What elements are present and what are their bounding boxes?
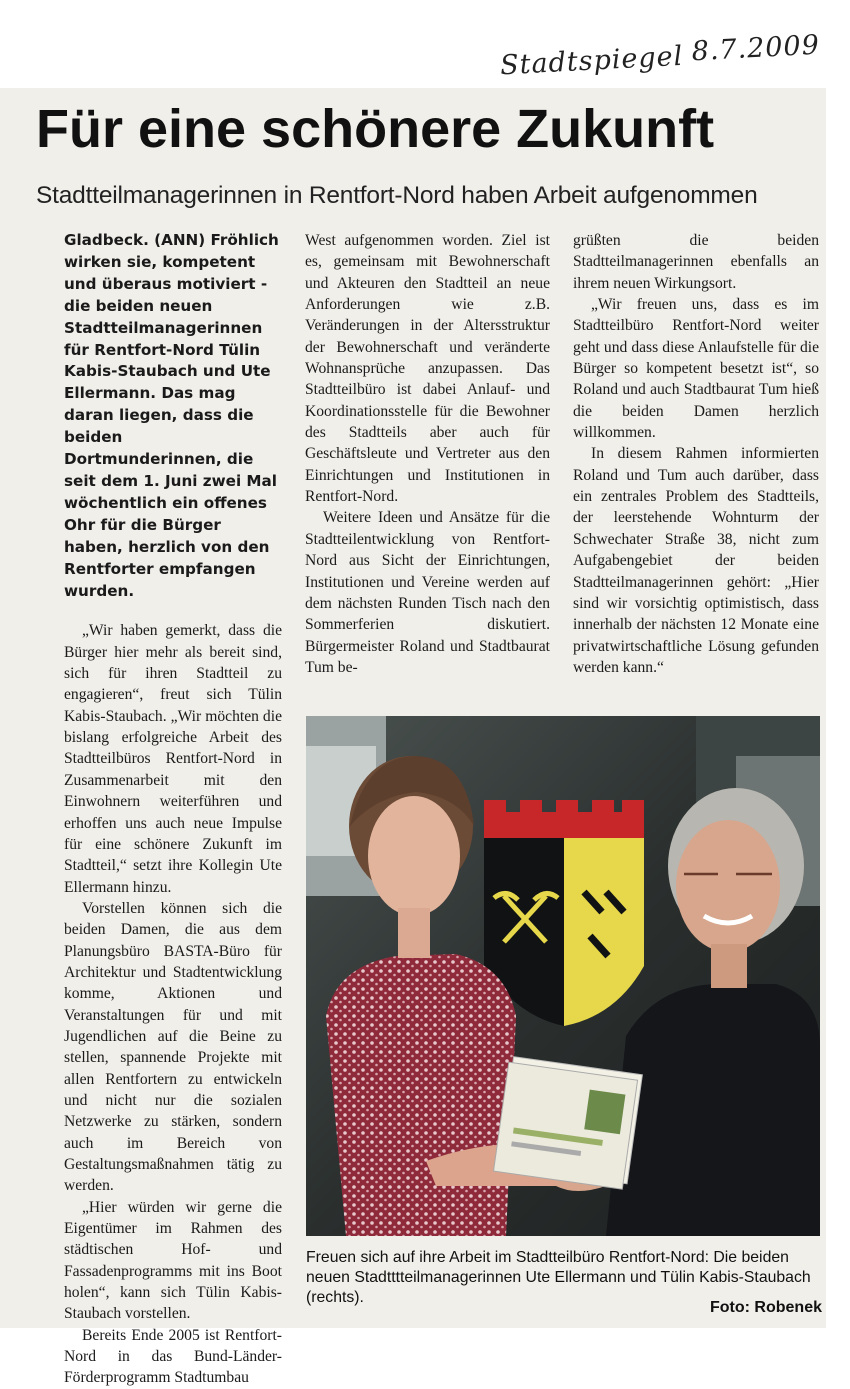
article-subheadline: Stadtteilmanagerinnen in Rentfort-Nord haben Arbeit aufgenommen xyxy=(36,182,758,209)
paragraph: grüßten die beiden Stadtteilmanagerinnen ebenfalls an ihrem neuen Wirkungsort. xyxy=(573,232,819,292)
photo-caption xyxy=(306,1248,822,1316)
paragraph: West aufgenommen worden. Ziel ist es, gemeinsam mit Bewohnerschaft und Akteuren den Stadtteil an neue Anforderungen wie z.B. Veränderungen in der Altersstruktur der Bewohnerschaft und veränderte Wohnansprüche anzupassen. Das Stadtteilbüro ist dabei Anlauf- und Koordinationsstelle für die Bewohner des Stadtteils aber auch für Geschäftsleute und Vertreter aus den Einrichtungen und Institutionen in Rentfort-Nord. xyxy=(305,232,550,506)
photo-illustration xyxy=(306,716,820,1236)
paragraph: „Wir freuen uns, dass es im Stadtteilbüro Rentfort-Nord weiter geht und dass diese Anlaufstelle für die Bürger so kompetent besetzt ist“, so Roland und auch Stadtbaurat Tum hieß die beiden Damen herzlich willkommen. xyxy=(573,296,819,442)
paragraph: „Wir haben gemerkt, dass die Bürger hier mehr als bereit sind, sich für ihren Stadtteil zu engagieren“, freut sich Tülin Kabis-Staubach. „Wir möchten die bislang erfolgreiche Arbeit des Stadtteilbüros Rentfort-Nord in Zusammenarbeit mit den Einwohnern weiterführen und erhoffen uns auch neue Impulse für eine schönere Zukunft im Stadtteil,“ setzt ihre Kollegin Ute Ellermann hinzu. xyxy=(64,622,282,896)
paragraph: In diesem Rahmen informierten Roland und Tum auch darüber, dass ein zentrales Problem des Stadtteils, der leerstehende Wohnturm der Schwechater Straße 38, nicht zum Aufgabengebiet der beiden Stadtteilmanagerinnen gehört: „Hier sind wir vorsichtig optimistisch, dass innerhalb der nächsten 12 Monate eine privatwirtschaftliche Lösung gefunden werden kann.“ xyxy=(573,445,819,676)
caption-text: Freuen sich auf ihre Arbeit im Stadtteilbüro Rentfort-Nord: Die beiden neuen Stadtttteilmanagerinnen Ute Ellermann und Tülin Kabis-Staubach (rechts). xyxy=(306,1249,811,1306)
article-column-2 xyxy=(305,230,550,678)
paragraph: Weitere Ideen und Ansätze für die Stadtteilentwicklung von Rentfort-Nord aus Sicht der Einrichtungen, Institutionen und Vereine werden auf dem nächsten Runden Tisch nach den Sommerferien diskutiert. Bürgermeister Roland und Stadtbaurat Tum be- xyxy=(305,509,550,676)
article-photo xyxy=(306,716,820,1236)
article-column-1 xyxy=(64,230,282,1389)
handwritten-date: 8.7.2009 xyxy=(690,29,821,68)
handwritten-source: Stadtspiegel xyxy=(499,40,684,82)
article-column-3 xyxy=(573,230,819,678)
handwritten-note xyxy=(499,30,821,87)
article-headline: Für eine schönere Zukunft xyxy=(36,99,715,159)
article-lead: Gladbeck. (ANN) Fröhlich wirken sie, kompetent und überaus motiviert - die beiden neuen Stadtteilmanagerinnen für Rentfort-Nord Tülin Kabis-Staubach und Ute Ellermann. Das mag daran liegen, dass die beiden Dortmunderinnen, die seit dem 1. Juni zwei Mal wöchentlich ein offenes Ohr für die Bürger haben, herzlich von den Rentforter empfangen wurden. xyxy=(64,231,279,600)
paragraph: „Hier würden wir gerne die Eigentümer im Rahmen des städtischen Hof- und Fassadenprogramms mit ins Boot holen“, kann sich Tülin Kabis-Staubach vorstellen. xyxy=(64,1198,282,1323)
paragraph: Bereits Ende 2005 ist Rentfort-Nord in das Bund-Länder-Förderprogramm Stadtumbau xyxy=(64,1326,282,1387)
paragraph: Vorstellen können sich die beiden Damen, die aus dem Planungsbüro BASTA-Büro für Architektur und Stadtentwicklung komme, Aktionen und Veranstaltungen für und mit Jugendlichen auf die Beine zu stellen, spannende Projekte mit allen Rentfortern zu entwickeln und nicht nur die sozialen Netzwerke zu stärken, sondern auch im Bereich von Gestaltungsmaßnahmen tätig zu werden. xyxy=(64,899,282,1195)
photo-credit: Foto: Robenek xyxy=(710,1299,822,1316)
